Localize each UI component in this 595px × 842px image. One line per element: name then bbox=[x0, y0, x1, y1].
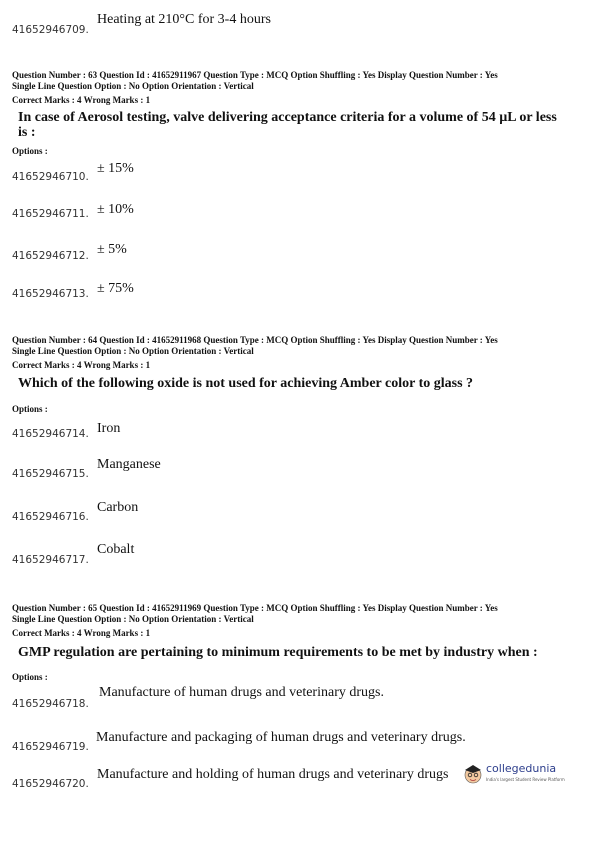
question-meta-line2: Single Line Question Option : No Option Orientation : Vertical bbox=[12, 346, 254, 356]
options-label: Options : bbox=[12, 672, 48, 682]
option-text: ± 75% bbox=[97, 281, 134, 296]
collegedunia-watermark bbox=[462, 759, 565, 789]
question-meta-line1: Question Number : 64 Question Id : 41652911968 Question Type : MCQ Option Shuffling : Yes Display Question Number : Yes bbox=[12, 335, 498, 345]
option-id: 41652946712. bbox=[12, 250, 89, 262]
option-id: 41652946710. bbox=[12, 171, 89, 183]
option-id: 41652946714. bbox=[12, 428, 89, 440]
watermark-brand: collegedunia bbox=[486, 762, 557, 775]
option-id: 41652946711. bbox=[12, 208, 89, 220]
option-text: ± 5% bbox=[97, 242, 127, 257]
option-text: Carbon bbox=[97, 500, 139, 515]
option-id: 41652946716. bbox=[12, 511, 89, 523]
question-text: Which of the following oxide is not used for achieving Amber color to glass ? bbox=[18, 376, 474, 391]
option-text: Manufacture and holding of human drugs and veterinary drugs bbox=[97, 767, 449, 782]
question-meta-line1: Question Number : 63 Question Id : 41652911967 Question Type : MCQ Option Shuffling : Yes Display Question Number : Yes bbox=[12, 70, 498, 80]
option-id: 41652946718. bbox=[12, 698, 89, 710]
options-label: Options : bbox=[12, 146, 48, 156]
watermark-tagline: India's largest Student Review Platform bbox=[486, 777, 565, 782]
option-text: ± 10% bbox=[97, 202, 134, 217]
question-text: In case of Aerosol testing, valve delivering acceptance criteria for a volume of 54 µL or less is : bbox=[18, 110, 557, 140]
option-id: 41652946713. bbox=[12, 288, 89, 300]
option-id: 41652946709. bbox=[12, 24, 89, 36]
question-meta-line2: Single Line Question Option : No Option Orientation : Vertical bbox=[12, 614, 254, 624]
option-text: Manganese bbox=[97, 457, 161, 472]
option-id: 41652946717. bbox=[12, 554, 89, 566]
question-marks: Correct Marks : 4 Wrong Marks : 1 bbox=[12, 360, 151, 370]
collegedunia-logo-icon bbox=[462, 761, 484, 787]
options-label: Options : bbox=[12, 404, 48, 414]
question-text: GMP regulation are pertaining to minimum requirements to be met by industry when : bbox=[18, 645, 538, 660]
option-id: 41652946719. bbox=[12, 741, 89, 753]
option-text: Heating at 210°C for 3-4 hours bbox=[97, 12, 271, 27]
option-id: 41652946720. bbox=[12, 778, 89, 790]
option-text: Cobalt bbox=[97, 542, 135, 557]
option-text: Manufacture of human drugs and veterinary drugs. bbox=[99, 685, 384, 700]
question-meta-line2: Single Line Question Option : No Option Orientation : Vertical bbox=[12, 81, 254, 91]
question-marks: Correct Marks : 4 Wrong Marks : 1 bbox=[12, 95, 151, 105]
option-text: Manufacture and packaging of human drugs and veterinary drugs. bbox=[96, 730, 466, 745]
question-meta-line1: Question Number : 65 Question Id : 41652911969 Question Type : MCQ Option Shuffling : Yes Display Question Number : Yes bbox=[12, 603, 498, 613]
option-text: Iron bbox=[97, 421, 121, 436]
option-text: ± 15% bbox=[97, 161, 134, 176]
option-id: 41652946715. bbox=[12, 468, 89, 480]
question-marks: Correct Marks : 4 Wrong Marks : 1 bbox=[12, 628, 151, 638]
